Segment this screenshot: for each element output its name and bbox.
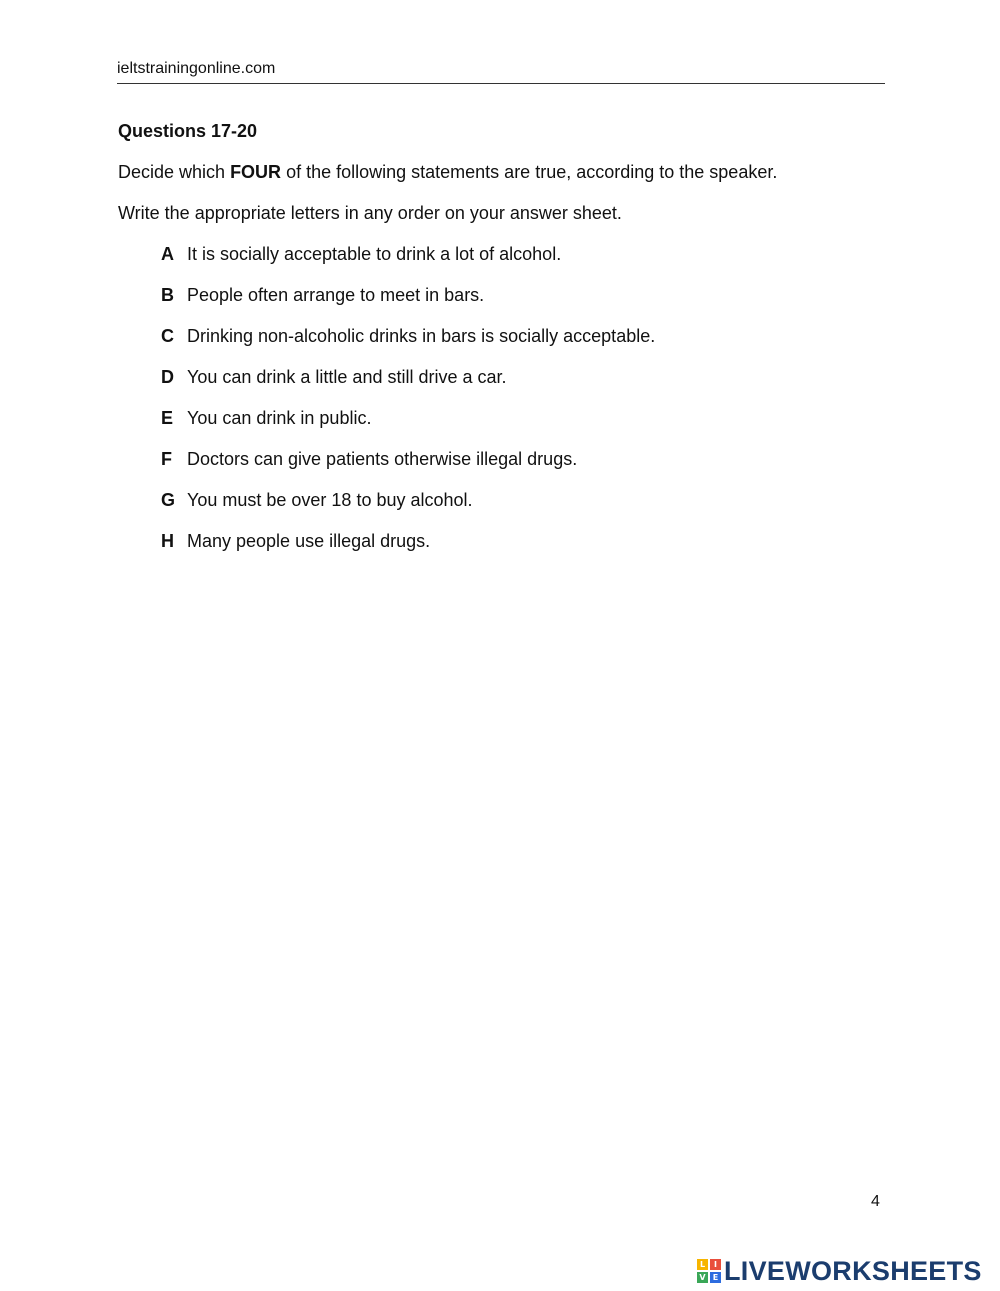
page-number: 4: [871, 1193, 880, 1210]
logo-blocks-icon: [697, 1259, 721, 1283]
instruction-choose-end: of the following statements are true, according to the speaker.: [281, 162, 778, 182]
option-g: [161, 488, 655, 529]
logo-block-i: I: [710, 1259, 721, 1270]
option-letter: B: [161, 285, 174, 305]
option-e: [161, 406, 655, 447]
option-text: Doctors can give patients otherwise illegal drugs.: [187, 449, 578, 469]
option-letter: C: [161, 326, 174, 346]
option-letter: H: [161, 531, 174, 551]
section-title: Questions 17-20: [118, 121, 258, 141]
option-text: People often arrange to meet in bars.: [187, 285, 485, 305]
option-text: You must be over 18 to buy alcohol.: [187, 490, 473, 510]
option-c: [161, 324, 655, 365]
option-h: [161, 529, 655, 570]
option-letter: A: [161, 244, 174, 264]
option-letter: D: [161, 367, 174, 387]
option-b: [161, 283, 655, 324]
options-list: [161, 242, 655, 570]
option-text: Many people use illegal drugs.: [187, 531, 431, 551]
option-letter: G: [161, 490, 176, 510]
logo-wordmark: LIVEWORKSHEETS: [724, 1256, 982, 1286]
instruction-write: Write the appropriate letters in any order on your answer sheet.: [118, 203, 622, 223]
logo-block-v: V: [697, 1272, 708, 1283]
instruction-choose-start: Decide which: [118, 162, 231, 182]
option-a: [161, 242, 655, 283]
liveworksheets-logo[interactable]: [697, 1256, 982, 1286]
logo-block-e: E: [710, 1272, 721, 1283]
option-letter: F: [161, 449, 172, 469]
option-text: You can drink a little and still drive a car.: [187, 367, 507, 387]
option-text: Drinking non-alcoholic drinks in bars is socially acceptable.: [187, 326, 656, 346]
option-letter: E: [161, 408, 174, 428]
option-text: You can drink in public.: [187, 408, 372, 428]
instruction-choose: [118, 160, 777, 184]
logo-block-l: L: [697, 1259, 708, 1270]
option-f: [161, 447, 655, 488]
instruction-choose-count: FOUR: [230, 162, 282, 182]
site-name: ieltstrainingonline.com: [117, 60, 276, 77]
page-header: [117, 58, 885, 84]
option-text: It is socially acceptable to drink a lot of alcohol.: [187, 244, 562, 264]
option-d: [161, 365, 655, 406]
